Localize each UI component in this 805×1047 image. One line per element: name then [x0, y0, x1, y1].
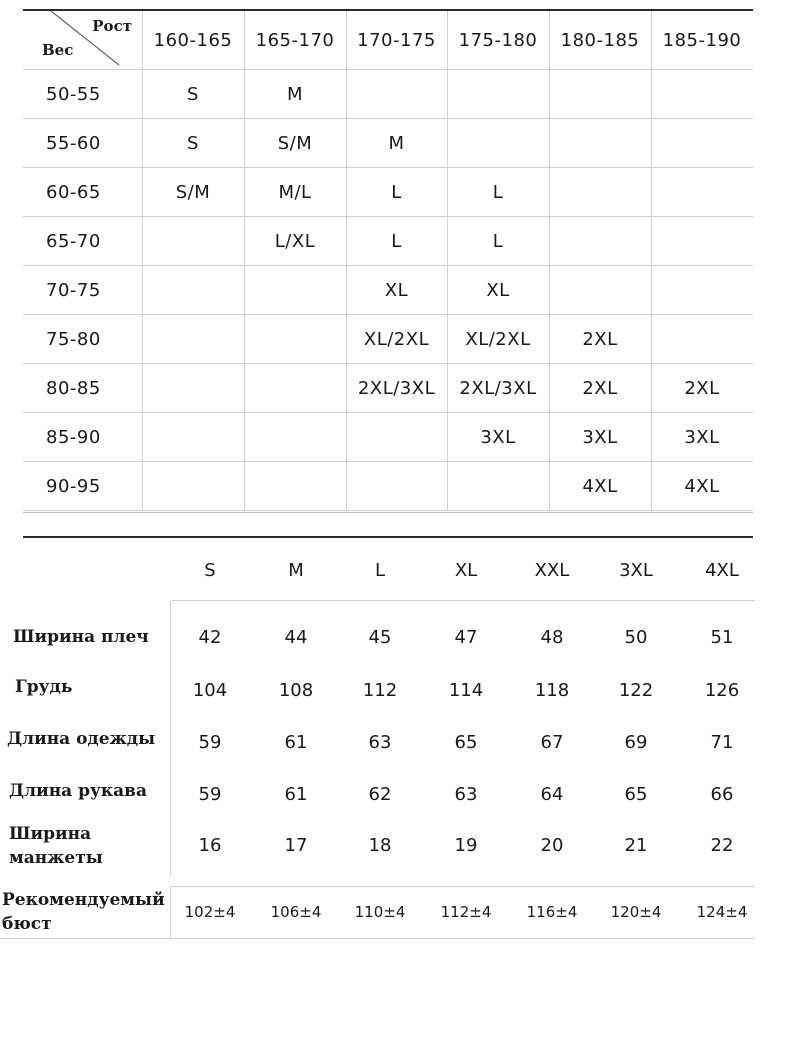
height-range-header: 170-175: [357, 29, 436, 51]
measurement-value: 51: [710, 626, 734, 648]
size-cell: L: [492, 230, 504, 252]
size-cell: L/XL: [274, 230, 316, 252]
table-row: [23, 217, 753, 266]
measurement-value: 104: [192, 679, 228, 701]
size-cell: 2XL: [684, 377, 720, 399]
measurement-value: 106±4: [270, 903, 322, 921]
table-row: [23, 119, 753, 168]
size-cell: 2XL: [582, 377, 618, 399]
measurement-value: 110±4: [354, 903, 406, 921]
size-cell: 3XL: [480, 426, 516, 448]
measurement-label: Ширина манжеты: [9, 824, 103, 868]
size-cell: S: [187, 132, 199, 154]
size-cell: [244, 364, 346, 412]
size-cell: [549, 217, 651, 265]
measurement-value: 122: [618, 679, 654, 701]
column-rule: [346, 11, 347, 511]
measurement-value: 18: [368, 834, 392, 856]
size-cell: [651, 217, 753, 265]
size-cell: [244, 266, 346, 314]
measurement-value: 50: [624, 626, 648, 648]
size-cell: [244, 413, 346, 461]
measurement-value: 20: [540, 834, 564, 856]
size-header: M: [288, 559, 304, 581]
table-bottom-rule: [23, 512, 753, 513]
size-header: L: [374, 559, 386, 581]
measurement-label: Грудь: [15, 677, 73, 697]
size-cell: [142, 217, 244, 265]
size-cell: [244, 315, 346, 363]
weight-range-cell: 80-85: [46, 377, 101, 399]
measurement-value: 44: [284, 626, 308, 648]
size-header: 4XL: [705, 559, 739, 581]
measurement-value: 62: [368, 783, 392, 805]
weight-range-cell: 90-95: [46, 475, 101, 497]
size-cell: M: [286, 83, 304, 105]
measurement-value: 21: [624, 834, 648, 856]
size-cell: [549, 70, 651, 118]
measurement-value: 126: [704, 679, 740, 701]
measurement-value: 63: [454, 783, 478, 805]
measurement-value: 59: [198, 783, 222, 805]
size-cell: 3XL: [582, 426, 618, 448]
measurement-value: 65: [624, 783, 648, 805]
column-rule: [244, 11, 245, 511]
table-row: [23, 413, 753, 462]
size-cell: 2XL/3XL: [459, 377, 537, 399]
measurement-value: 118: [534, 679, 570, 701]
table-row: [23, 462, 753, 511]
height-range-header: 165-170: [255, 29, 335, 51]
measurement-value: 19: [454, 834, 478, 856]
bust-row-top-rule: [170, 886, 755, 887]
size-cell: 4XL: [684, 475, 720, 497]
size-cell: [244, 462, 346, 510]
measurement-value: 102±4: [184, 903, 236, 921]
size-cell: XL/2XL: [465, 328, 531, 350]
size-cell: [447, 119, 549, 167]
measurement-value: 66: [710, 783, 734, 805]
size-cell: [651, 70, 753, 118]
size-cell: M: [388, 132, 405, 154]
weight-axis-label: Вес: [42, 41, 74, 59]
size-cell: 2XL: [582, 328, 618, 350]
size-cell: XL: [486, 279, 510, 301]
table-bottom-rule: [0, 938, 755, 939]
measurement-value: 112: [362, 679, 398, 701]
size-cell: [142, 315, 244, 363]
size-cell: [651, 168, 753, 216]
size-cell: [651, 266, 753, 314]
measurement-value: 16: [198, 834, 222, 856]
measurement-value: 63: [368, 731, 392, 753]
size-cell: L: [492, 181, 504, 203]
height-axis-label: Рост: [92, 17, 132, 35]
size-cell: 3XL: [684, 426, 720, 448]
size-cell: [447, 70, 549, 118]
measurement-value: 17: [284, 834, 308, 856]
measurement-value: 61: [284, 783, 308, 805]
weight-range-cell: 75-80: [46, 328, 101, 350]
height-range-header: 160-165: [153, 29, 233, 51]
table-row: [23, 266, 753, 315]
size-cell: [142, 413, 244, 461]
table-row: [23, 364, 753, 413]
size-cell: [549, 266, 651, 314]
measurement-size-header: [0, 545, 805, 595]
height-range-header: 175-180: [458, 29, 538, 51]
size-cell: L: [391, 230, 402, 252]
height-range-header: 185-190: [662, 29, 742, 51]
size-cell: 4XL: [582, 475, 618, 497]
measurement-value: 42: [198, 626, 222, 648]
measurement-value: 61: [284, 731, 308, 753]
measurement-value: 67: [540, 731, 564, 753]
measurement-label: Ширина плеч: [13, 627, 149, 647]
weight-range-cell: 50-55: [46, 83, 101, 105]
size-cell: M/L: [278, 181, 312, 203]
column-rule: [447, 11, 448, 511]
table-row: [23, 70, 753, 119]
measurement-label: Длина рукава: [9, 781, 147, 801]
size-cell: S/M: [277, 132, 313, 154]
measurement-value: 108: [278, 679, 314, 701]
column-rule: [142, 11, 143, 511]
size-cell: L: [391, 181, 402, 203]
size-cell: [142, 266, 244, 314]
size-cell: [142, 462, 244, 510]
measurement-value: 22: [710, 834, 734, 856]
size-header: XL: [454, 559, 478, 581]
measurement-label: Рекомендуемый бюст: [2, 890, 165, 934]
size-cell: S/M: [175, 181, 211, 203]
column-rule: [651, 11, 652, 511]
measurement-value: 64: [540, 783, 564, 805]
column-rule: [549, 11, 550, 511]
measurement-value: 120±4: [610, 903, 662, 921]
size-cell: [447, 462, 549, 510]
size-cell: [346, 413, 447, 461]
weight-range-cell: 55-60: [46, 132, 101, 154]
size-cell: [549, 168, 651, 216]
size-header: XXL: [534, 559, 570, 581]
size-cell: [346, 462, 447, 510]
measurement-value: 48: [540, 626, 564, 648]
table-row: [23, 315, 753, 364]
size-cell: XL: [384, 279, 409, 301]
size-cell: S: [187, 83, 199, 105]
measurement-value: 116±4: [526, 903, 578, 921]
weight-range-cell: 60-65: [46, 181, 101, 203]
table-row: [23, 168, 753, 217]
size-cell: XL/2XL: [363, 328, 430, 350]
weight-range-cell: 85-90: [46, 426, 101, 448]
size-cell: 2XL/3XL: [357, 377, 436, 399]
measurement-label: Длина одежды: [7, 729, 156, 749]
measurement-value: 71: [710, 731, 734, 753]
size-header: 3XL: [619, 559, 653, 581]
height-range-header: 180-185: [560, 29, 640, 51]
weight-range-cell: 65-70: [46, 230, 101, 252]
size-cell: [549, 119, 651, 167]
measurement-value: 65: [454, 731, 478, 753]
size-cell: [142, 364, 244, 412]
size-cell: [651, 315, 753, 363]
size-header: S: [204, 559, 216, 581]
measurement-value: 69: [624, 731, 648, 753]
measurement-value: 59: [198, 731, 222, 753]
measurement-value: 114: [448, 679, 484, 701]
size-cell: [346, 70, 447, 118]
header-rule: [172, 600, 755, 601]
measurement-value: 124±4: [696, 903, 748, 921]
measurement-value: 45: [368, 626, 392, 648]
section-divider: [23, 536, 753, 538]
header-row: [23, 11, 753, 70]
measurement-value: 112±4: [440, 903, 492, 921]
measurement-value: 47: [454, 626, 478, 648]
weight-range-cell: 70-75: [46, 279, 101, 301]
size-cell: [651, 119, 753, 167]
